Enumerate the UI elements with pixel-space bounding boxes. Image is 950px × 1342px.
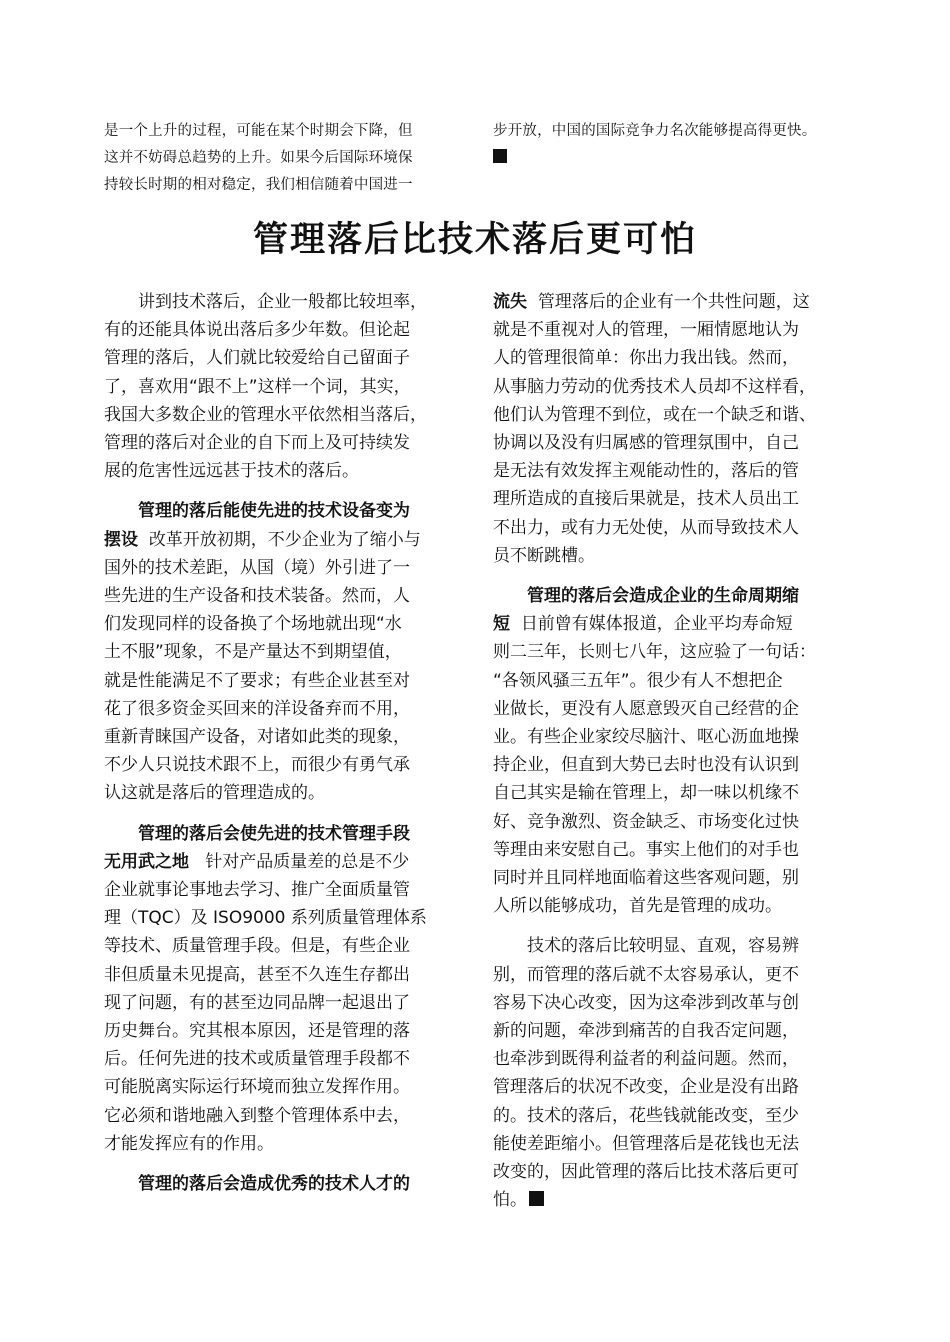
text-line: 容易下决心改变，因为这牵涉到改革与创 xyxy=(493,992,799,1013)
article-right-column xyxy=(493,288,863,1227)
text-line: 是一个上升的过程，可能在某个时期会下降，但 xyxy=(104,123,413,139)
text-line: 也牵涉到既得利益者的利益问题。然而， xyxy=(493,1049,799,1070)
section-heading: 管理的落后会造成企业的生命周期缩 xyxy=(527,586,799,607)
text-line: 管理的落后，人们就比较爱给自己留面子 xyxy=(104,348,410,369)
text-line: 步开放，中国的国际竞争力名次能够提高得更快。 xyxy=(493,123,817,139)
text-line: 现了问题，有的甚至边同品牌一起退出了 xyxy=(104,992,410,1013)
text-line: 的。技术的落后，花些钱就能改变，至少 xyxy=(493,1105,799,1126)
text-line: 等技术、质量管理手段。但是，有些企业 xyxy=(104,936,410,957)
text-line: 讲到技术落后，企业一般都比较坦率， xyxy=(138,292,427,312)
text-line: 后。任何先进的技术或质量管理手段都不 xyxy=(104,1049,410,1070)
text-line: 不少人只说技术跟不上，而很少有勇气承 xyxy=(104,755,410,776)
text-line: 可能脱离实际运行环境而独立发挥作用。 xyxy=(104,1077,410,1098)
text-line: 则二三年，长则七八年，这应验了一句话： xyxy=(493,642,816,663)
text-line: 企业就事论事地去学习、推广全面质量管 xyxy=(104,880,410,901)
text-line: 自己其实是输在管理上，却一味以机缘不 xyxy=(493,783,799,804)
text-line: 业做长，更没有人愿意毁灭自己经营的企 xyxy=(493,698,799,719)
text-line: 展的危害性远远甚于技术的落后。 xyxy=(104,461,359,482)
text-line: 这并不妨碍总趋势的上升。如果今后国际环境保 xyxy=(104,150,413,166)
section-heading: 无用武之地 xyxy=(104,851,189,872)
previous-article-left-column xyxy=(104,118,464,199)
text-line: “各领风骚三五年”。很少有人不想把企 xyxy=(493,670,783,691)
text-line: 改变的，因此管理的落后比技术落后更可 xyxy=(493,1162,799,1183)
text-line: 理（TQC）及 ISO9000 系列质量管理体系 xyxy=(104,908,427,929)
text-line: 就是不重视对人的管理，一厢情愿地认为 xyxy=(493,320,799,341)
text-line: 有的还能具体说出落后多少年数。但论起 xyxy=(104,320,410,341)
section-heading: 管理的落后会使先进的技术管理手段 xyxy=(138,823,410,844)
text-line: 我国大多数企业的管理水平依然相当落后， xyxy=(104,404,427,425)
text-span: 管理落后的企业有一个共性问题，这 xyxy=(537,292,810,312)
text-line: 们发现同样的设备换了个场地就出现“水 xyxy=(104,614,402,635)
text-line: 是无法有效发挥主观能动性的，落后的管 xyxy=(493,461,799,482)
text-line: 持企业，但直到大势已去时也没有认识到 xyxy=(493,755,799,776)
paragraph-intro xyxy=(104,288,464,485)
text-line: 历史舞台。究其根本原因，还是管理的落 xyxy=(104,1021,410,1042)
text-line: 它必须和谐地融入到整个管理体系中去， xyxy=(104,1105,410,1126)
text-line: 花了很多资金买回来的洋设备弃而不用， xyxy=(104,698,410,719)
section-heading: 管理的落后会造成优秀的技术人才的 xyxy=(138,1174,410,1195)
text-line: 非但质量未见提高，甚至不久连生存都出 xyxy=(104,964,410,985)
text-span: 改革开放初期，不少企业为了缩小与 xyxy=(148,529,421,550)
paragraph-management-tools xyxy=(104,820,464,1158)
text-line: 业。有些企业家绞尽脑汁、呕心沥血地操 xyxy=(493,727,799,748)
section-heading: 摆设 xyxy=(104,529,138,550)
paragraph-talent xyxy=(493,288,863,570)
text-span: 针对产品质量差的总是不少 xyxy=(205,851,410,872)
text-line: 同时并且同样地面临着这些客观问题，别 xyxy=(493,868,799,889)
text-span: 怕。 xyxy=(493,1190,527,1211)
previous-article-right-column xyxy=(493,118,863,172)
text-line: 了，喜欢用“跟不上”这样一个词，其实， xyxy=(104,376,411,397)
end-square-icon xyxy=(529,1191,544,1206)
text-line: 技术的落后比较明显、直观，容易辨 xyxy=(527,936,799,957)
text-line: 理所造成的直接后果就是，技术人员出工 xyxy=(493,489,799,510)
paragraph-talent-heading xyxy=(104,1170,464,1198)
article-left-column xyxy=(104,288,464,1210)
text-line: 他们认为管理不到位，或在一个缺乏和谐、 xyxy=(493,404,816,425)
text-line: 土不服”现象，不是产量达不到期望值， xyxy=(104,642,402,663)
text-line: 从事脑力劳动的优秀技术人员却不这样看， xyxy=(493,376,816,397)
text-line: 等理由来安慰自己。事实上他们的对手也 xyxy=(493,839,799,860)
text-line: 认这就是落后的管理造成的。 xyxy=(104,783,325,804)
text-line: 人的管理很简单：你出力我出钱。然而， xyxy=(493,348,799,369)
text-line: 能使差距缩小。但管理落后是花钱也无法 xyxy=(493,1133,799,1154)
text-span: 日前曾有媒体报道，企业平均寿命短 xyxy=(520,614,793,635)
section-heading: 管理的落后能使先进的技术设备变为 xyxy=(138,501,410,522)
text-line: 不出力，或有力无处使，从而导致技术人 xyxy=(493,517,799,538)
text-line: 些先进的生产设备和技术装备。然而，人 xyxy=(104,586,410,607)
text-line: 员不断跳槽。 xyxy=(493,545,595,566)
paragraph-lifecycle xyxy=(493,582,863,920)
text-line: 管理落后的状况不改变，企业是没有出路 xyxy=(493,1077,799,1098)
text-line: 新的问题，牵涉到痛苦的自我否定问题， xyxy=(493,1021,799,1042)
text-line: 别，而管理的落后就不太容易承认，更不 xyxy=(493,964,799,985)
text-line: 好、竞争激烈、资金缺乏、市场变化过快 xyxy=(493,811,799,832)
text-line: 持较长时期的相对稳定，我们相信随着中国进一 xyxy=(104,177,413,193)
paragraph-equipment xyxy=(104,497,464,807)
text-line: 就是性能满足不了要求；有些企业甚至对 xyxy=(104,670,410,691)
text-line: 人所以能够成功，首先是管理的成功。 xyxy=(493,896,782,917)
end-square-icon xyxy=(493,149,507,163)
text-line: 重新青睐国产设备，对诸如此类的现象， xyxy=(104,727,410,748)
section-heading: 短 xyxy=(493,614,510,635)
text-line: 才能发挥应有的作用。 xyxy=(104,1133,274,1154)
text-line: 协调以及没有归属感的管理氛围中，自己 xyxy=(493,433,799,454)
article-title: 管理落后比技术落后更可怕 xyxy=(252,220,697,260)
text-line: 管理的落后对企业的自下而上及可持续发 xyxy=(104,433,410,454)
section-heading: 流失 xyxy=(493,292,527,312)
paragraph-conclusion xyxy=(493,932,863,1214)
text-line: 国外的技术差距，从国（境）外引进了一 xyxy=(104,557,410,578)
end-mark xyxy=(493,145,863,172)
